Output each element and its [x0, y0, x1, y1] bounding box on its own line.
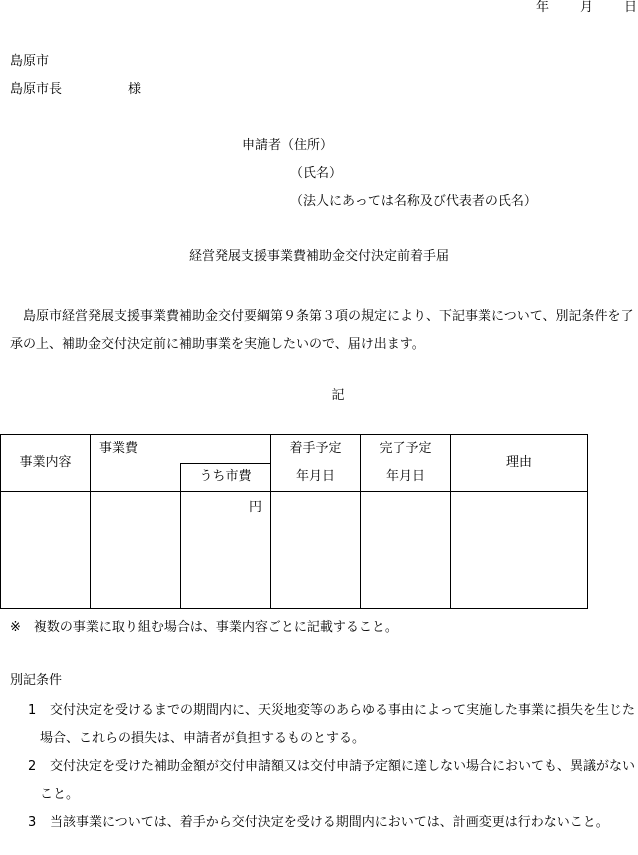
header-end: [361, 435, 451, 492]
condition-item: [28, 753, 638, 809]
document-title: 経営発展支援事業費補助金交付決定前着手届: [188, 249, 449, 264]
date-month-label: 月: [580, 0, 594, 15]
applicant-address-label: 申請者（住所）: [242, 138, 334, 153]
ki-label: 記: [331, 388, 345, 403]
header-start: [271, 435, 361, 492]
addressee-title: 島原市長: [10, 82, 63, 97]
project-table-wrap: [0, 434, 588, 609]
cell-end-date[interactable]: [361, 492, 451, 609]
date-year-label: 年: [536, 0, 550, 15]
condition-number: 1: [28, 703, 37, 718]
header-start-line2: 年月日: [295, 469, 335, 484]
applicant-note: （法人にあっては名称及び代表者の氏名）: [290, 194, 537, 209]
cell-cost[interactable]: [91, 492, 181, 609]
condition-item: [28, 697, 638, 753]
body-paragraph: 島原市経営発展支援事業費補助金交付要綱第９条第３項の規定により、下記事業について、別記条件を了承の上、補助金交付決定前に補助事業を実施したいので、届け出ます。: [10, 309, 634, 352]
yen-unit: 円: [248, 500, 262, 515]
header-end-line1: 完了予定: [379, 441, 432, 456]
condition-text: 当該事業については、着手から交付決定を受ける期間内においては、計画変更は行わないこと。: [50, 815, 609, 830]
condition-text: 交付決定を受けるまでの期間内に、天災地変等のあらゆる事由によって実施した事業に損失を生じた場合、これらの損失は、申請者が負担するものとする。: [40, 703, 636, 746]
condition-text: 交付決定を受けた補助金額が交付申請額又は交付申請予定額に達しない場合においても、異議がないこと。: [40, 759, 636, 802]
conditions-heading: 別記条件: [10, 673, 63, 688]
cell-start-date[interactable]: [271, 492, 361, 609]
header-cost-spacer: [91, 463, 181, 492]
table-note: ※ 複数の事業に取り組む場合は、事業内容ごとに記載すること。: [10, 620, 398, 635]
cell-city-cost[interactable]: [181, 492, 271, 609]
header-start-line1: 着手予定: [289, 441, 342, 456]
header-reason: 理由: [451, 435, 588, 492]
header-end-line2: 年月日: [385, 469, 425, 484]
condition-number: 3: [28, 815, 37, 830]
date-day-label: 日: [624, 0, 638, 15]
addressee-org: 島原市: [10, 54, 50, 69]
condition-number: 2: [28, 759, 37, 774]
addressee-line: [10, 82, 141, 98]
project-table: [0, 434, 588, 609]
cell-reason[interactable]: [451, 492, 588, 609]
header-city-cost: うち市費: [181, 463, 271, 492]
header-content: 事業内容: [1, 435, 91, 492]
condition-item: [28, 809, 638, 837]
header-cost: 事業費: [91, 435, 271, 464]
cell-content[interactable]: [1, 492, 91, 609]
applicant-name-label: （氏名）: [290, 166, 343, 181]
addressee-honorific: 様: [128, 82, 142, 97]
